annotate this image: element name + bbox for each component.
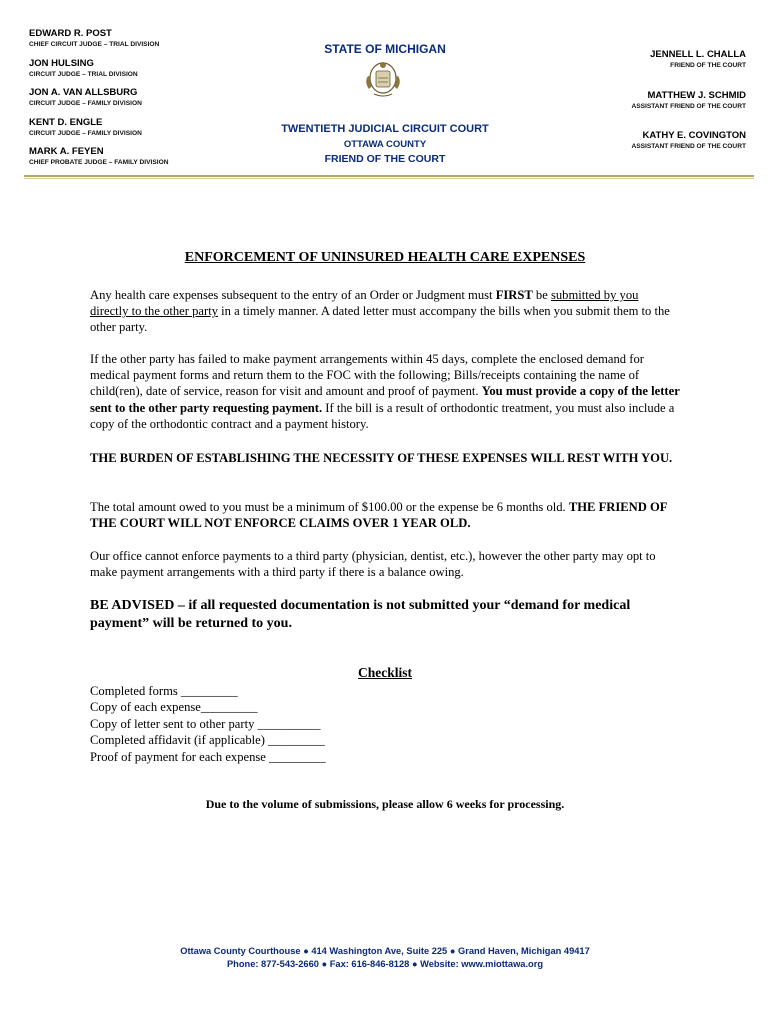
text-run: If the bill is a result of orthodontic treatment, you must also include a copy of the orthodontic contract and a payment history. xyxy=(90,400,675,431)
staff-name: KATHY E. COVINGTON xyxy=(642,130,746,141)
staff-block xyxy=(631,90,746,111)
judge-name: JON HULSING xyxy=(29,58,94,69)
judge-title: CIRCUIT JUDGE – FAMILY DIVISION xyxy=(29,100,142,107)
be-advised-notice: BE ADVISED – if all requested documentation is not submitted your “demand for medical payment” will be returned to you. xyxy=(90,598,631,631)
staff-block xyxy=(631,130,746,151)
paragraph-minimum-amount xyxy=(90,499,680,531)
staff-title: ASSISTANT FRIEND OF THE COURT xyxy=(631,143,746,150)
text-run: Any health care expenses subsequent to the entry of an Order or Judgment must xyxy=(90,288,496,302)
paragraph-payment-arrangements xyxy=(90,351,680,432)
checklist xyxy=(90,683,326,765)
staff-block xyxy=(650,49,746,70)
paragraph-burden: THE BURDEN OF ESTABLISHING THE NECESSITY OF THESE EXPENSES WILL REST WITH YOU. xyxy=(90,451,673,465)
processing-notice: Due to the volume of submissions, please allow 6 weeks for processing. xyxy=(205,797,565,811)
judge-title: CHIEF CIRCUIT JUDGE – TRIAL DIVISION xyxy=(29,41,160,48)
checklist-item: Completed affidavit (if applicable) _________ xyxy=(90,733,325,748)
staff-title: FRIEND OF THE COURT xyxy=(670,62,746,69)
footer-phone-website: Phone: 877-543-2660 ● Fax: 616-846-8128 ● Website: www.miottawa.org xyxy=(226,958,544,969)
text-run-bold: FIRST xyxy=(495,288,533,302)
judge-block xyxy=(29,28,159,49)
document-title: ENFORCEMENT OF UNINSURED HEALTH CARE EXPENSES xyxy=(184,250,586,265)
judge-name: MARK A. FEYEN xyxy=(29,146,104,157)
text-run: If the other party has failed to make payment arrangements within 45 days, complete the enclosed demand for medical payment forms and return them to the FOC with the following; Bills/receipts containing the name of child(ren), date of service, reason for visit and amount and proof of payment. xyxy=(90,352,644,399)
judge-name: EDWARD R. POST xyxy=(29,28,112,39)
footer-address: Ottawa County Courthouse ● 414 Washington Ave, Suite 225 ● Grand Haven, Michigan 49417 xyxy=(180,946,590,956)
judge-title: CHIEF PROBATE JUDGE – FAMILY DIVISION xyxy=(29,159,169,166)
checklist-item: Copy of each expense_________ xyxy=(90,700,258,715)
text-run-bold: THE FRIEND OF THE COURT WILL NOT ENFORCE CLAIMS OVER 1 YEAR OLD. xyxy=(90,500,668,531)
checklist-item: Copy of letter sent to other party __________ xyxy=(90,716,321,731)
staff-name: MATTHEW J. SCHMID xyxy=(647,90,746,101)
judge-block xyxy=(29,117,142,138)
text-run: be xyxy=(532,288,551,302)
judge-name: JON A. VAN ALLSBURG xyxy=(29,87,138,98)
office-name: FRIEND OF THE COURT xyxy=(324,153,446,165)
text-run-bold: You must provide a copy of the letter sent to the other party requesting payment. xyxy=(90,384,680,415)
footer-contact xyxy=(0,945,770,970)
text-run-underlined: submitted by you directly to the other party xyxy=(90,288,639,319)
michigan-state-seal-icon xyxy=(358,56,408,100)
checklist-item: Completed forms _________ xyxy=(90,684,238,698)
paragraph-submission xyxy=(90,287,680,336)
court-name: TWENTIETH JUDICIAL CIRCUIT COURT xyxy=(281,123,489,135)
state-name: STATE OF MICHIGAN xyxy=(324,42,446,56)
staff-title: ASSISTANT FRIEND OF THE COURT xyxy=(631,103,746,110)
staff-name: JENNELL L. CHALLA xyxy=(650,49,746,60)
judge-title: CIRCUIT JUDGE – TRIAL DIVISION xyxy=(29,71,138,78)
judge-title: CIRCUIT JUDGE – FAMILY DIVISION xyxy=(29,130,142,137)
text-run: The total amount owed to you must be a minimum of $100.00 or the expense be 6 months old. xyxy=(90,500,569,514)
county-name: OTTAWA COUNTY xyxy=(343,139,427,150)
court-heading xyxy=(270,42,500,165)
header-divider xyxy=(24,175,754,177)
judge-block xyxy=(29,58,138,79)
judge-block xyxy=(29,146,168,167)
header-divider-thin xyxy=(24,178,754,179)
paragraph-third-party: Our office cannot enforce payments to a third party (physician, dentist, etc.), however the other party may opt to make payment arrangements with a third party if there is a balance owing. xyxy=(90,549,656,580)
checklist-title: Checklist xyxy=(358,665,412,680)
checklist-item: Proof of payment for each expense _________ xyxy=(90,749,326,764)
judge-block xyxy=(29,87,142,108)
text-run: in a timely manner. A dated letter must accompany the bills when you submit them to the other party. xyxy=(90,304,670,335)
judge-name: KENT D. ENGLE xyxy=(29,117,103,128)
